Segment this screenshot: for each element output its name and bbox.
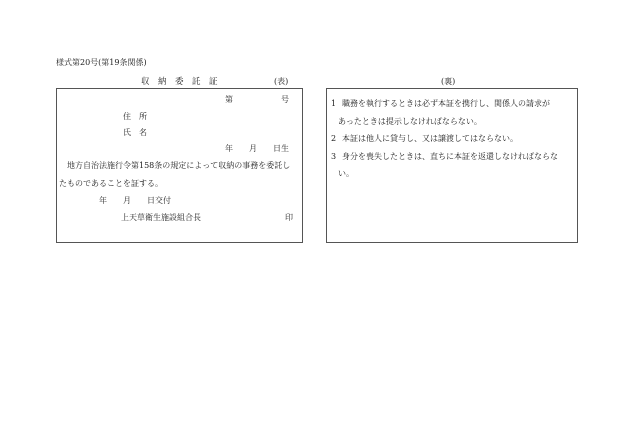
number-label: 第 号 bbox=[225, 95, 289, 104]
front-side-label: (表) bbox=[274, 77, 289, 86]
rule-1-number: 1 bbox=[331, 99, 337, 108]
name-label: 氏 名 bbox=[123, 128, 147, 137]
rule-1-line-1: 職務を執行するときは必ず本証を携行し、関係人の請求が bbox=[342, 99, 550, 108]
birth-date-label: 年 月 日生 bbox=[225, 144, 289, 153]
rule-3-number: 3 bbox=[331, 152, 337, 161]
back-side-label: (裏) bbox=[441, 77, 456, 86]
rule-2-number: 2 bbox=[331, 134, 337, 143]
issuer-name: 上天草衛生施設組合長 bbox=[121, 213, 201, 222]
rule-2-line-1: 本証は他人に貸与し、又は譲渡してはならない。 bbox=[342, 134, 518, 143]
form-number: 様式第20号(第19条関係) bbox=[56, 58, 147, 67]
issue-date-label: 年 月 日交付 bbox=[99, 196, 171, 205]
rule-1-line-2: あったときは提示しなければならない。 bbox=[338, 117, 482, 126]
rule-3-line-1: 身分を喪失したときは、直ちに本証を返還しなければならな bbox=[342, 152, 558, 161]
seal-label: 印 bbox=[285, 213, 293, 222]
address-label: 住 所 bbox=[123, 112, 147, 121]
rule-3-line-2: い。 bbox=[338, 169, 354, 178]
front-card bbox=[56, 88, 303, 243]
statement-line-1: 地方自治法施行令第158条の規定によって収納の事務を委託し bbox=[67, 161, 291, 170]
statement-line-2: たものであることを証する。 bbox=[59, 179, 163, 188]
certificate-title: 収 納 委 託 証 bbox=[141, 77, 218, 87]
back-card bbox=[326, 88, 578, 243]
